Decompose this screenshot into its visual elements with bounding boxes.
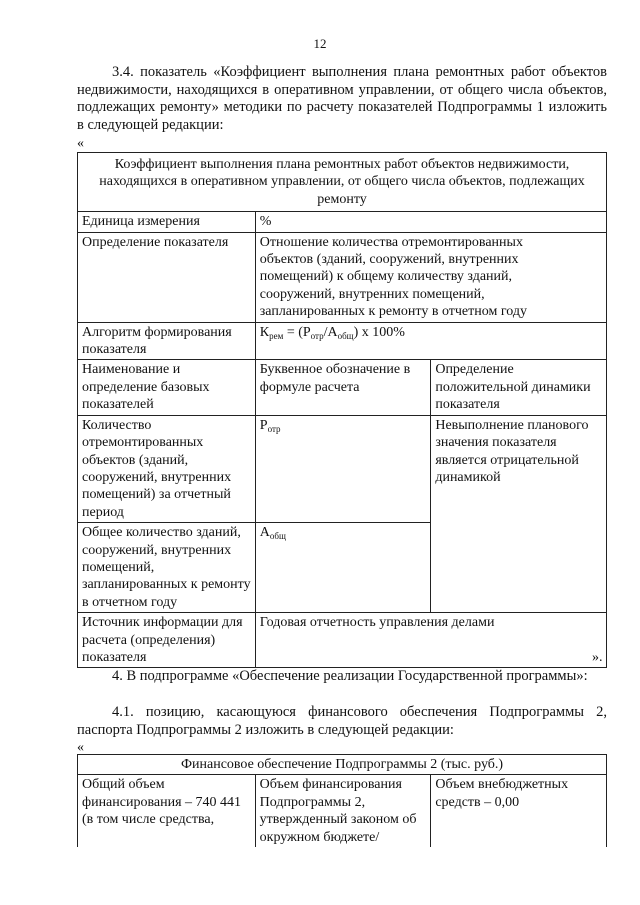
repaired-name: Количество отремонтированных объектов (зданий, сооружений, внутренних помещений) за отчетный период: [78, 415, 256, 522]
algorithm-label: Алгоритм формирования показателя: [78, 322, 256, 360]
formula-k: К: [259, 324, 270, 340]
open-quote-2: «: [77, 740, 84, 755]
formula-slash: /А: [323, 324, 338, 340]
financing-table: [77, 754, 607, 847]
base-header-name: Наименование и определение базовых показателей: [78, 360, 256, 415]
base-header-symbol: Буквенное обозначение в формуле расчета: [255, 360, 431, 415]
algorithm-formula: [255, 322, 606, 360]
unit-value: %: [255, 212, 606, 232]
financing-total: Общий объем финансирования – 740 441 (в том числе средства,: [78, 775, 256, 847]
source-value: Годовая отчетность управления делами: [255, 613, 606, 668]
formula-a-sub: общ: [337, 330, 354, 341]
formula-eq-open: = (Р: [283, 324, 311, 340]
open-quote-1: «: [77, 136, 84, 151]
financing-extra: Объем внебюджетных средств – 0,00: [431, 775, 607, 847]
total-name: Общее количество зданий, сооружений, внутренних помещений, запланированных к ремонту в отчетном году: [78, 523, 256, 613]
total-symbol: [255, 523, 431, 613]
definition-value: Отношение количества отремонтированных объектов (зданий, сооружений, внутренних помещений) к общему количеству зданий, сооружений, внутренних помещений, запланированных к ремонту в отчетном году: [255, 232, 606, 322]
formula-k-sub: рем: [269, 330, 284, 341]
formula-r-sub: отр: [310, 330, 324, 341]
total-symbol-letter: А: [259, 525, 270, 541]
repaired-symbol: [255, 415, 431, 522]
section-3-4-paragraph: 3.4. показатель «Коэффициент выполнения плана ремонтных работ объектов недвижимости, находящихся в оперативном управлении, от общего числа объектов, подлежащих ремонту» методики по расчету показателей Подпрограммы 1 изложить в следующей редакции:: [77, 64, 607, 133]
source-label: Источник информации для расчета (определения) показателя: [78, 613, 256, 668]
indicator-table: [77, 152, 607, 668]
section-4-1-paragraph: 4.1. позицию, касающуюся финансового обеспечения Подпрограммы 2, паспорта Подпрограммы 2 изложить в следующей редакции:: [77, 704, 607, 738]
financing-approved: Объем финансирования Подпрограммы 2, утвержденный законом об окружном бюджете/: [255, 775, 431, 847]
financing-table-title: Финансовое обеспечение Подпрограммы 2 (тыс. руб.): [78, 755, 607, 775]
repaired-dynamics: Невыполнение планового значения показателя является отрицательной динамикой: [431, 415, 607, 612]
indicator-table-title: Коэффициент выполнения плана ремонтных работ объектов недвижимости, находящихся в оперативном управлении, от общего числа объектов, подлежащих ремонту: [78, 153, 607, 212]
total-symbol-sub: общ: [269, 531, 286, 542]
repaired-symbol-letter: Р: [259, 417, 268, 433]
page-number: 12: [313, 36, 327, 51]
section-4-paragraph: 4. В подпрограмме «Обеспечение реализации Государственной программы»:: [112, 668, 588, 684]
close-quote-1: ».: [592, 650, 603, 665]
formula-tail: ) х 100%: [353, 324, 405, 340]
unit-label: Единица измерения: [78, 212, 256, 232]
base-header-dynamics: Определение положительной динамики показателя: [431, 360, 607, 415]
repaired-symbol-sub: отр: [267, 423, 281, 434]
definition-label: Определение показателя: [78, 232, 256, 322]
